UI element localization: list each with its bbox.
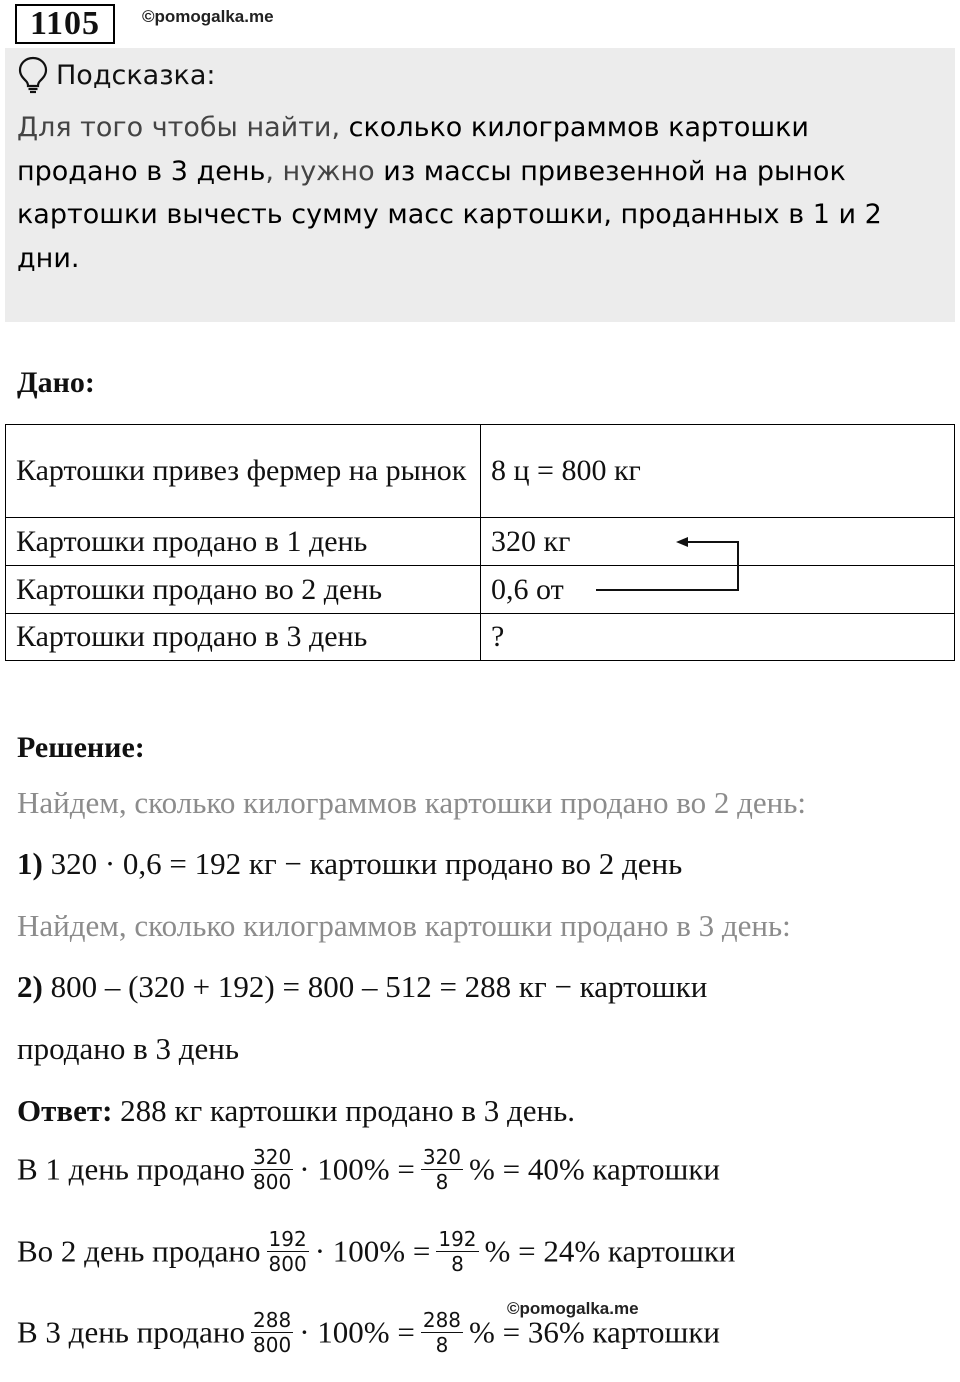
- percent-mid: · 100% =: [299, 1151, 415, 1187]
- answer-label: Ответ:: [17, 1093, 113, 1128]
- hint-text-part: , нужно: [265, 155, 384, 187]
- percent-line: [17, 1227, 736, 1279]
- fraction-denominator: 8: [435, 1333, 449, 1357]
- hint-text-part: Для того чтобы найти,: [17, 112, 349, 143]
- reference-arrow-icon: [590, 530, 750, 600]
- given-label: Картошки продано во 2 день: [6, 566, 481, 614]
- fraction: [251, 1145, 293, 1194]
- hint-text-emphasis: сколько килограммов картошки продано в 3 день: [17, 112, 809, 187]
- percent-suffix: % = 24% картошки: [484, 1233, 736, 1269]
- fraction-denominator: 8: [435, 1170, 449, 1194]
- step2-number: 2): [17, 969, 43, 1004]
- step1-number: 1): [17, 846, 43, 881]
- step1: [17, 846, 682, 882]
- fraction-denominator: 800: [253, 1170, 292, 1194]
- hint-text-emphasis: из массы привезенной на рынок картошки вычесть сумму масс картошки, проданных в 1 и 2 дни.: [17, 155, 882, 274]
- fraction: [267, 1227, 309, 1276]
- hint-header: [18, 56, 216, 94]
- fraction-denominator: 800: [253, 1333, 292, 1357]
- percent-mid: · 100% =: [299, 1314, 415, 1350]
- given-value: 8 ц = 800 кг: [481, 425, 955, 518]
- step1-intro: Найдем, сколько килограммов картошки продано во 2 день:: [17, 785, 807, 820]
- task-number: 1105: [15, 4, 115, 44]
- answer: [17, 1093, 575, 1129]
- given-value: ?: [481, 614, 955, 661]
- given-label: Картошки продано в 3 день: [6, 614, 481, 661]
- solution-title: Решение:: [17, 731, 145, 764]
- given-value: 0,6 от: [481, 566, 955, 614]
- table-row: [6, 614, 955, 661]
- given-table: [5, 424, 955, 661]
- table-row: [6, 518, 955, 566]
- watermark-top: ©pomogalka.me: [142, 7, 274, 26]
- table-row: [6, 425, 955, 518]
- percent-suffix: % = 36% картошки: [469, 1314, 721, 1350]
- step2-intro: Найдем, сколько килограммов картошки продано в 3 день:: [17, 908, 791, 943]
- fraction-denominator: 800: [268, 1252, 307, 1276]
- step2-text: 800 – (320 + 192) = 800 – 512 = 288 кг − картошки: [42, 969, 708, 1004]
- given-title: Дано:: [17, 366, 95, 399]
- step2-continuation: продано в 3 день: [17, 1031, 239, 1066]
- percent-prefix: В 1 день продано: [17, 1151, 246, 1187]
- lightbulb-icon: [18, 56, 48, 94]
- fraction: [421, 1145, 463, 1194]
- percent-prefix: В 3 день продано: [17, 1314, 246, 1350]
- fraction-numerator: 288: [253, 1308, 292, 1332]
- step2: [17, 969, 707, 1005]
- answer-text: 288 кг картошки продано в 3 день.: [112, 1093, 575, 1128]
- fraction: [251, 1308, 293, 1357]
- percent-line: [17, 1145, 721, 1197]
- fraction-denominator: 8: [451, 1252, 464, 1276]
- percent-mid: · 100% =: [314, 1233, 431, 1269]
- hint-title: Подсказка:: [56, 59, 216, 91]
- fraction-numerator: 192: [268, 1227, 307, 1251]
- fraction-numerator: 320: [422, 1145, 462, 1169]
- given-value: 320 кг: [481, 518, 955, 566]
- given-label: Картошки привез фермер на рынок: [6, 425, 481, 518]
- percent-prefix: Во 2 день продано: [17, 1233, 261, 1269]
- fraction-numerator: 320: [253, 1145, 292, 1169]
- table-row: [6, 566, 955, 614]
- hint-text: [17, 106, 937, 280]
- fraction-numerator: 192: [438, 1227, 477, 1251]
- fraction: [421, 1308, 463, 1357]
- fraction-numerator: 288: [422, 1308, 462, 1332]
- fraction: [436, 1227, 478, 1276]
- step1-text: 320 · 0,6 = 192 кг − картошки продано во 2 день: [42, 846, 683, 881]
- watermark-bottom: ©pomogalka.me: [507, 1299, 639, 1318]
- percent-suffix: % = 40% картошки: [469, 1151, 721, 1187]
- given-label: Картошки продано в 1 день: [6, 518, 481, 566]
